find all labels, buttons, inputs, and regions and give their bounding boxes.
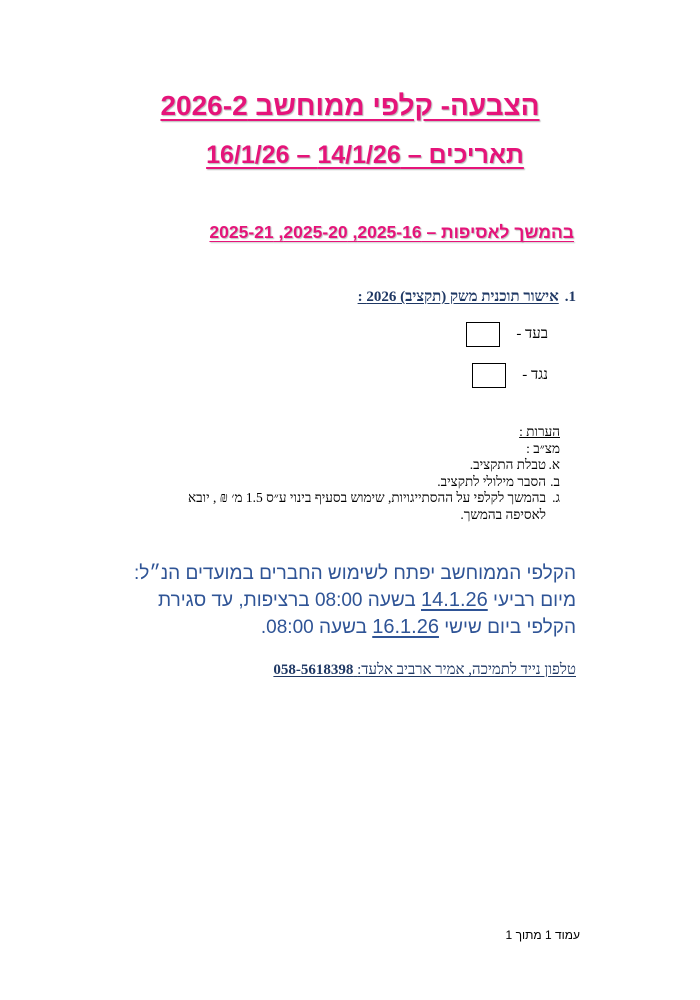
page-footer: עמוד 1 מתוך 1 xyxy=(505,928,580,942)
ballot-open-note: ברציפות, עד סגירת xyxy=(158,590,310,611)
page-title: הצבעה- קלפי ממוחשב 2026-2 xyxy=(160,90,540,121)
notes-section xyxy=(188,424,560,523)
ballot-open-time: בשעה 08:00 xyxy=(314,590,416,611)
dates-heading: תאריכים – 14/1/26 – 16/1/26 xyxy=(206,141,524,169)
agenda-item-text: אישור תוכנית משק (תקציב) 2026 : xyxy=(357,289,559,305)
notes-heading: הערות : xyxy=(519,424,560,439)
note-item-text: הסבר מילולי לתקציב. xyxy=(437,473,546,489)
ballot-schedule xyxy=(106,561,576,641)
agenda-item-number: 1. xyxy=(564,289,576,305)
vote-against-box[interactable] xyxy=(472,363,506,388)
ballot-close-date: 16.1.26 xyxy=(372,616,439,638)
support-phone-number: 058-5618398 xyxy=(273,662,354,678)
vote-against-label: נגד - xyxy=(522,367,548,383)
ballot-open-date: 14.1.26 xyxy=(421,589,488,611)
attached-label: מצ״ב : xyxy=(526,440,560,456)
vote-for-row xyxy=(466,322,548,347)
note-item-label: ג. xyxy=(552,490,560,505)
agenda-item xyxy=(358,289,576,306)
note-item xyxy=(188,457,560,474)
vote-for-box[interactable] xyxy=(466,322,500,347)
continuation-heading: בהמשך לאסיפות – 2025-16, 2025-20, 2025-21 xyxy=(209,222,574,242)
ballot-close-day: הקלפי ביום שישי xyxy=(444,617,576,638)
vote-against-row xyxy=(472,363,548,388)
ballot-line-3 xyxy=(106,614,576,641)
ballot-line-2 xyxy=(106,587,576,614)
vote-for-label: בעד - xyxy=(516,326,548,342)
ballot-close-time: בשעה 08:00. xyxy=(260,617,367,638)
notes-list xyxy=(188,457,560,523)
support-contact xyxy=(273,662,576,679)
note-item-text: בהמשך לקלפי על ההסתייגויות, שימוש בסעיף בינוי ע״ס 1.5 מ׳ ₪ , יובא xyxy=(188,490,546,505)
note-item-continuation: לאסיפה בהמשך. xyxy=(460,506,546,522)
ballot-line-1: הקלפי הממוחשב יפתח לשימוש החברים במועדים הנ״ל: xyxy=(133,563,576,584)
ballot-open-day: מיום רביעי xyxy=(493,590,576,611)
note-item xyxy=(188,490,560,523)
note-item xyxy=(188,474,560,491)
note-item-text: טבלת התקציב. xyxy=(469,457,546,472)
support-contact-label: טלפון נייד לתמיכה, אמיר ארביב אלעד: xyxy=(357,662,576,678)
note-item-label: א. xyxy=(548,457,560,472)
note-item-label: ב. xyxy=(550,473,560,489)
